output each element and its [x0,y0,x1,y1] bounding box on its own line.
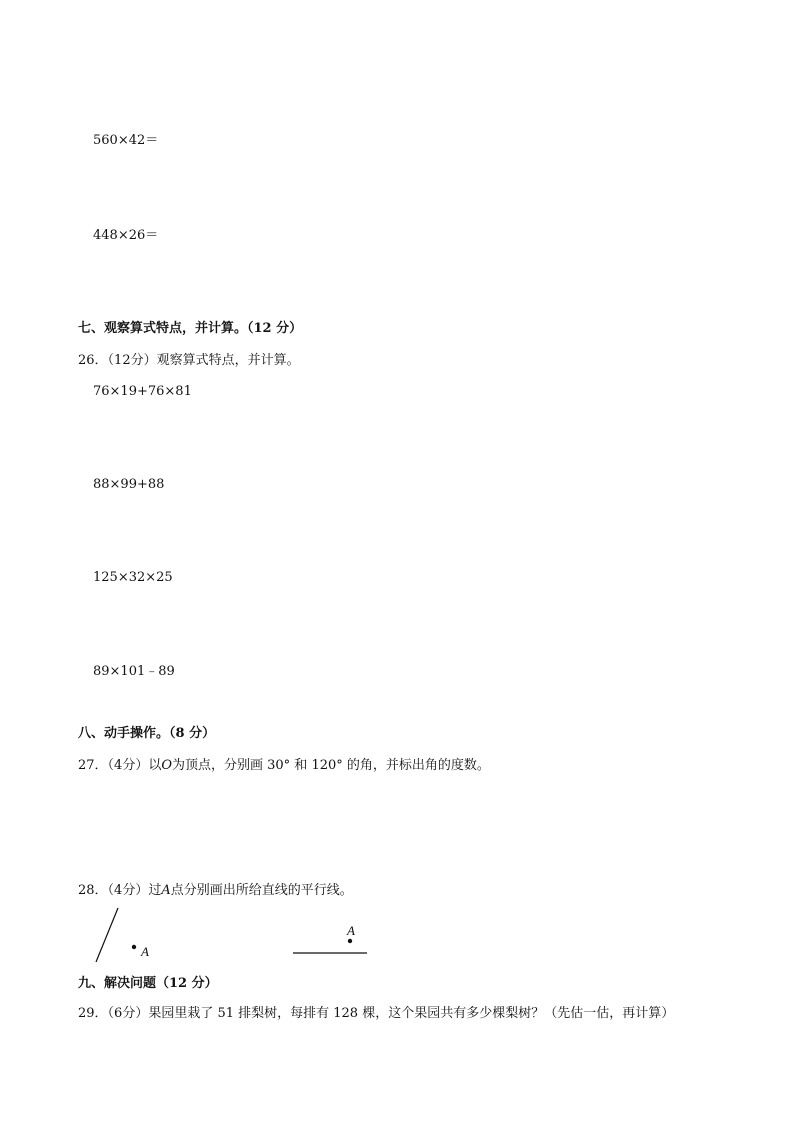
q28-suffix: 点分别画出所给直线的平行线。 [170,883,353,898]
slanted-line [96,908,118,962]
section-9-heading: 九、解决问题（12 分） [78,976,218,991]
q27-point-o: O [161,758,172,773]
q26-item-3: 125×32×25 [93,570,173,585]
point-a-dot-2 [348,939,352,943]
point-a-dot-1 [132,945,136,949]
q27-prefix: 27．（4分）以 [78,758,162,773]
expression-2: 448×26＝ [93,228,159,243]
q26-item-1: 76×19+76×81 [93,384,192,399]
section-8-heading: 八、动手操作。（8 分） [78,726,216,741]
q28-prefix: 28．（4分）过 [78,883,162,898]
point-a-label-1: A [141,944,149,959]
q26-item-2: 88×99+88 [93,477,165,492]
q28-point-a: A [161,883,171,898]
point-a-label-2: A [347,923,355,938]
question-26: 26．（12分）观察算式特点，并计算。 [78,353,300,368]
expression-1: 560×42＝ [93,133,159,148]
q27-suffix: 为顶点，分别画 30° 和 120° 的角，并标出角的度数。 [172,758,490,773]
section-7-heading: 七、观察算式特点，并计算。（12 分） [78,321,303,336]
question-29: 29．（6分）果园里栽了 51 排梨树，每排有 128 棵，这个果园共有多少棵梨树？（先估一估，再计算） [78,1006,675,1021]
q26-item-4: 89×101﹣89 [93,664,175,679]
